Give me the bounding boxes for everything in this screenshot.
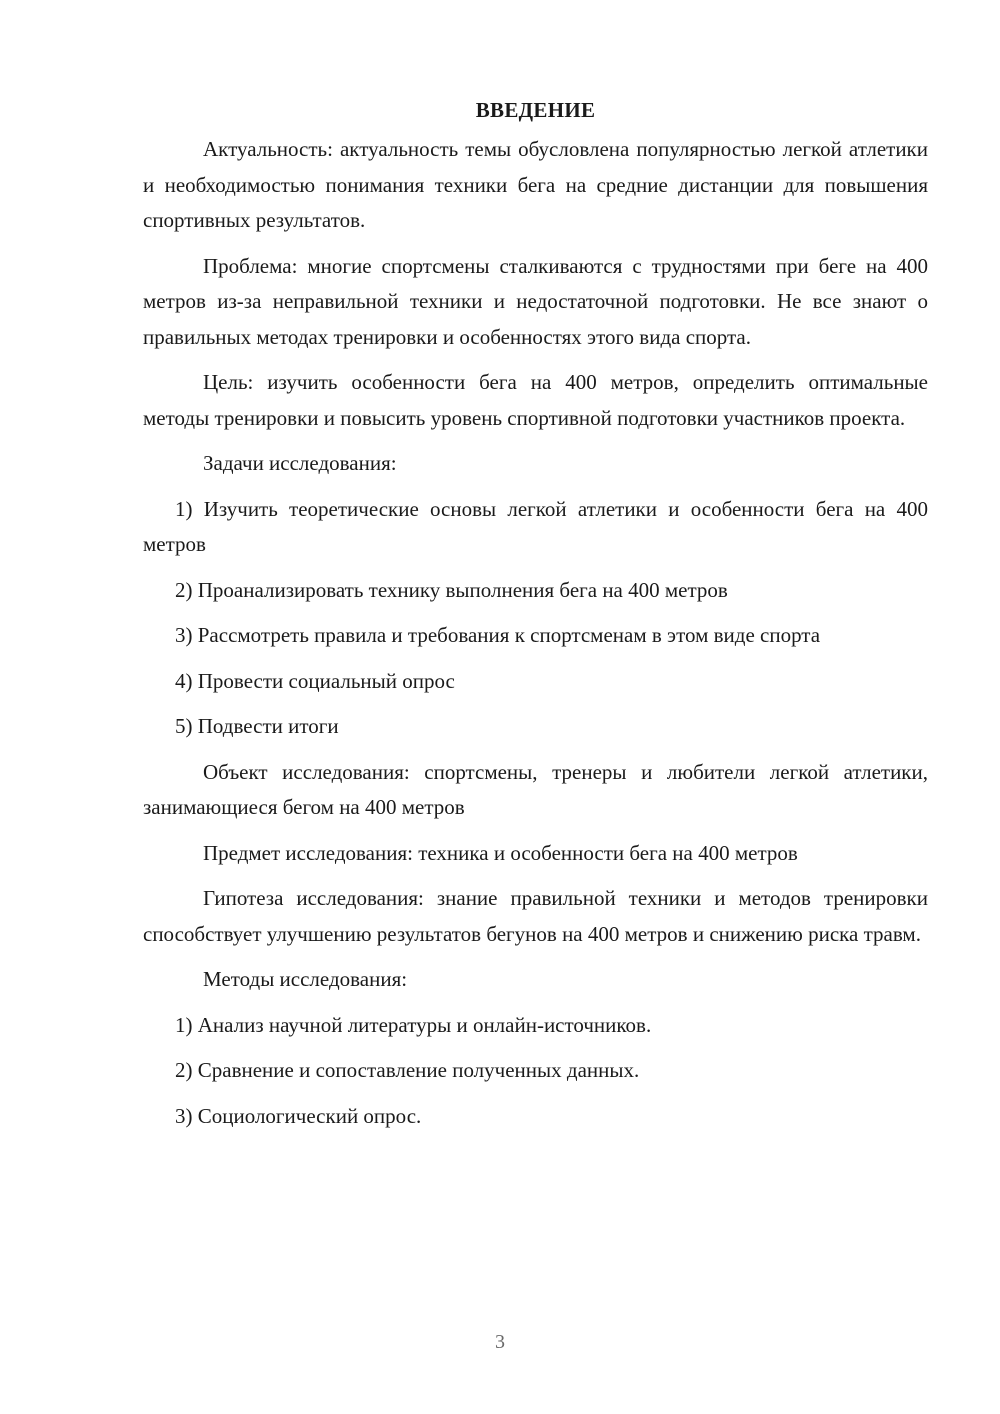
hypothesis-paragraph: Гипотеза исследования: знание правильной техники и методов тренировки способствует улучшению результатов бегунов на 400 метров и снижению риска травм. [143, 886, 928, 946]
method-item-3: 3) Социологический опрос. [175, 1103, 422, 1128]
task-item-3: 3) Рассмотреть правила и требования к спортсменам в этом виде спорта [175, 623, 821, 647]
method-item-1: 1) Анализ научной литературы и онлайн-источников. [175, 1012, 652, 1037]
goal-paragraph: Цель: изучить особенности бега на 400 метров, определить оптимальные методы тренировки и повысить уровень спортивной подготовки участников проекта. [143, 370, 928, 430]
methods-heading: Методы исследования: [203, 967, 408, 991]
task-item-4: 4) Провести социальный опрос [175, 668, 455, 693]
task-item-1: 1) Изучить теоретические основы легкой атлетики и особенности бега на 400 метров [143, 496, 928, 556]
problem-paragraph: Проблема: многие спортсмены сталкиваются с трудностями при беге на 400 метров из-за неправильной техники и недостаточной подготовки. Не все знают о правильных методах тренировки и особенностях этого вида спорта. [143, 253, 928, 349]
task-item-2: 2) Проанализировать технику выполнения бега на 400 метров [175, 577, 728, 602]
subject-paragraph: Предмет исследования: техника и особенности бега на 400 метров [203, 840, 798, 865]
task-item-5: 5) Подвести итоги [175, 714, 339, 738]
document-page [143, 92, 928, 1144]
page-number: 3 [495, 1331, 505, 1353]
method-item-2: 2) Сравнение и сопоставление полученных данных. [175, 1058, 640, 1082]
section-title: ВВЕДЕНИЕ [475, 98, 596, 122]
object-paragraph: Объект исследования: спортсмены, тренеры и любители легкой атлетики, занимающиеся бегом на 400 метров [143, 759, 928, 819]
tasks-heading: Задачи исследования: [203, 451, 397, 475]
relevance-paragraph: Актуальность: актуальность темы обусловлена популярностью легкой атлетики и необходимостью понимания техники бега на средние дистанции для повышения спортивных результатов. [143, 137, 928, 232]
